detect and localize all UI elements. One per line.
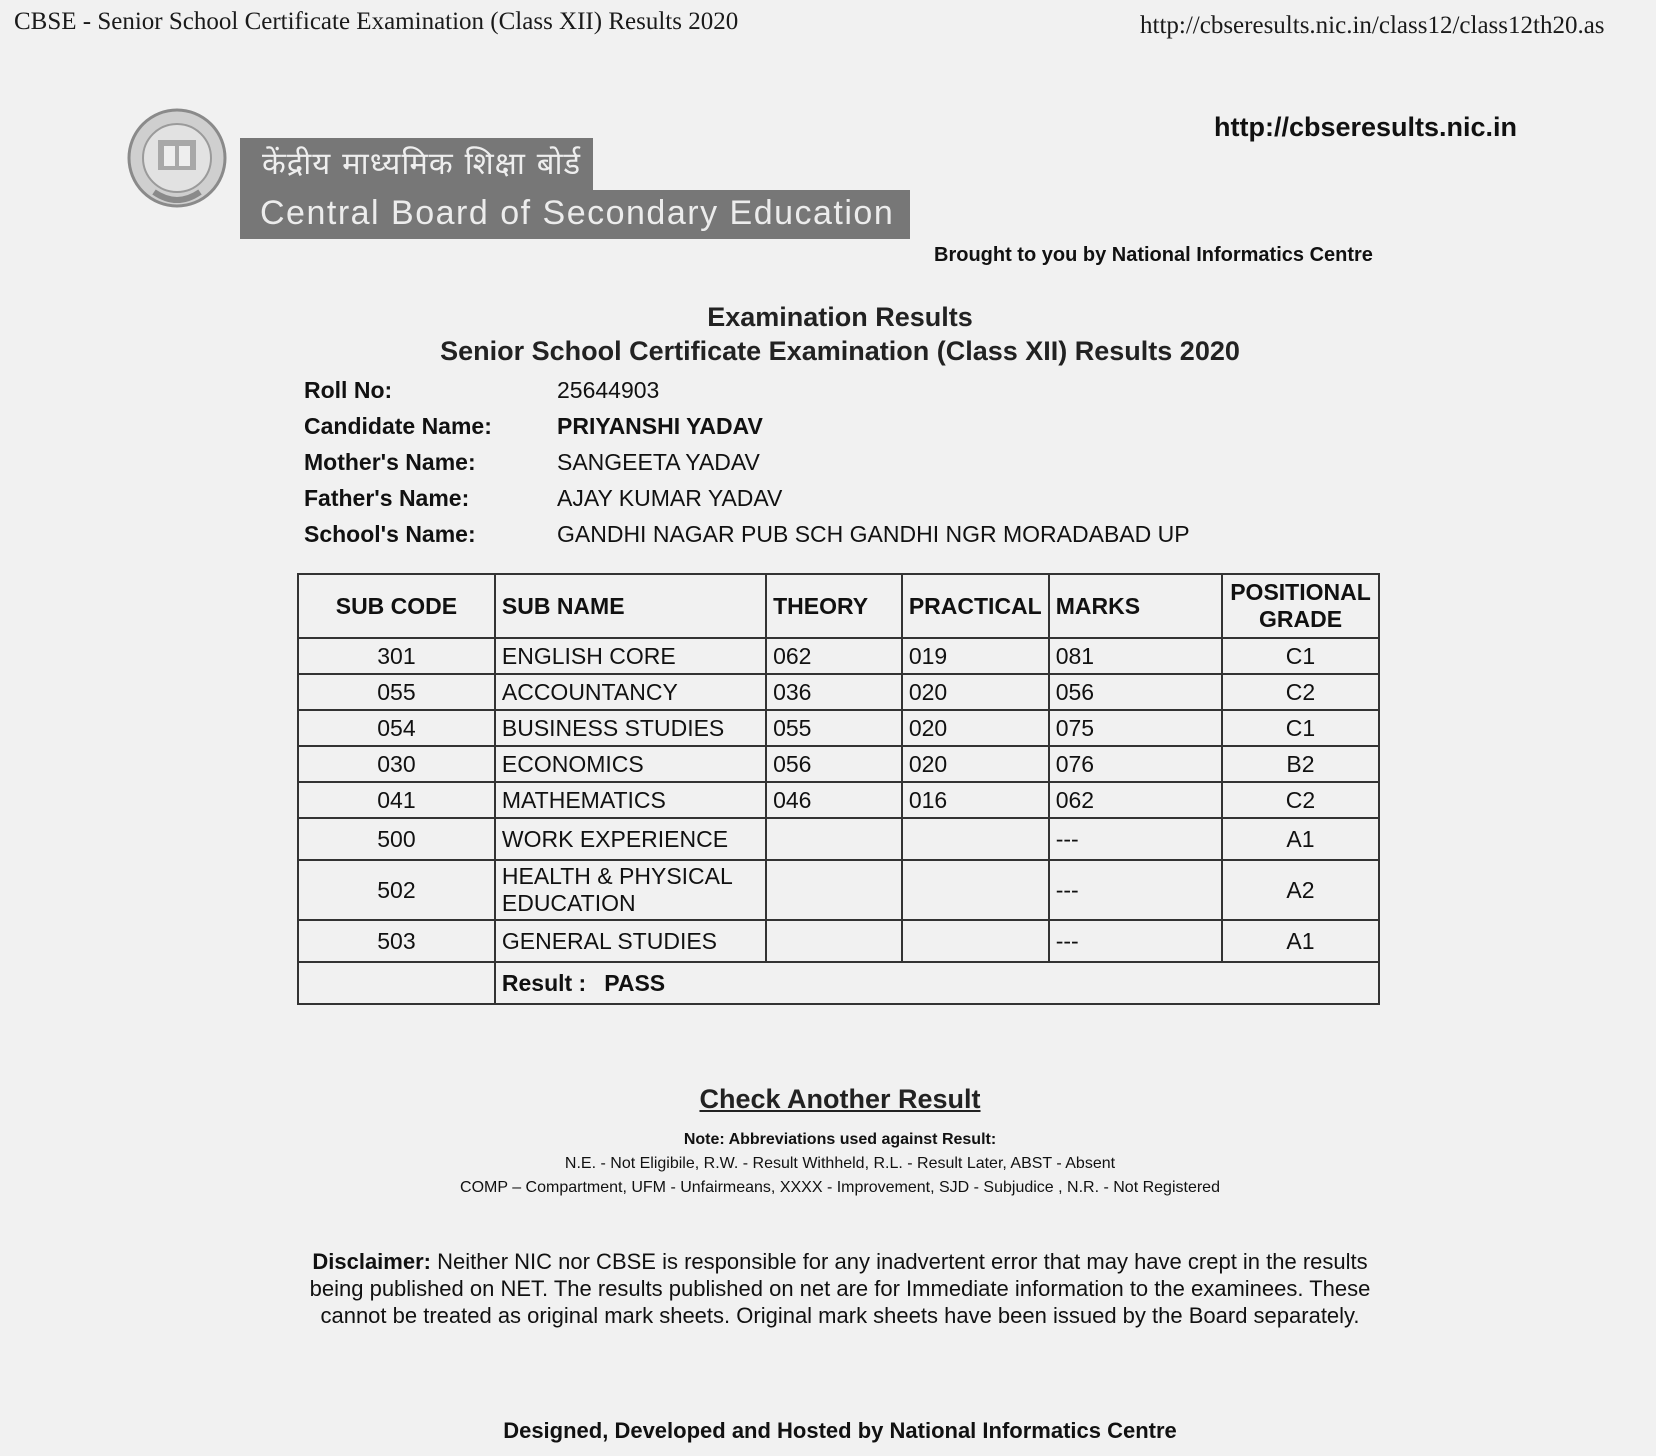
grade-cell: C1 bbox=[1222, 638, 1379, 674]
theory-cell bbox=[766, 920, 902, 962]
result-empty-cell bbox=[298, 962, 495, 1004]
print-page-title: CBSE - Senior School Certificate Examination (Class XII) Results 2020 bbox=[14, 8, 739, 35]
theory-cell: 046 bbox=[766, 782, 902, 818]
info-label: School's Name: bbox=[304, 520, 476, 547]
col-grade-line1: POSITIONAL bbox=[1230, 579, 1371, 605]
candidate-info bbox=[304, 372, 1190, 552]
sub-code-cell: 054 bbox=[298, 710, 495, 746]
info-label: Candidate Name: bbox=[304, 412, 492, 439]
sub-name-cell: GENERAL STUDIES bbox=[495, 920, 766, 962]
exam-subtitle: Senior School Certificate Examination (Class XII) Results 2020 bbox=[440, 336, 1240, 366]
marks-cell: 076 bbox=[1049, 746, 1222, 782]
sub-name-cell: ENGLISH CORE bbox=[495, 638, 766, 674]
result-cell bbox=[495, 962, 1379, 1004]
marks-cell: 081 bbox=[1049, 638, 1222, 674]
marks-cell: --- bbox=[1049, 818, 1222, 860]
sub-code-cell: 030 bbox=[298, 746, 495, 782]
cbse-banner bbox=[240, 138, 910, 239]
print-page-url: http://cbseresults.nic.in/class12/class12th20.as bbox=[1140, 12, 1605, 39]
info-value: 25644903 bbox=[557, 376, 660, 403]
theory-cell: 062 bbox=[766, 638, 902, 674]
sub-name-cell: MATHEMATICS bbox=[495, 782, 766, 818]
result-value: PASS bbox=[604, 969, 666, 996]
sub-code-cell: 041 bbox=[298, 782, 495, 818]
cbse-emblem-icon bbox=[124, 104, 230, 214]
grade-cell: C2 bbox=[1222, 782, 1379, 818]
practical-cell: 020 bbox=[902, 674, 1049, 710]
note-title: Note: Abbreviations used against Result: bbox=[683, 1131, 997, 1148]
sub-code-cell: 055 bbox=[298, 674, 495, 710]
grade-cell: A1 bbox=[1222, 818, 1379, 860]
exam-title: Examination Results bbox=[707, 302, 973, 332]
practical-cell: 019 bbox=[902, 638, 1049, 674]
col-theory: THEORY bbox=[766, 574, 902, 638]
sub-name-cell: BUSINESS STUDIES bbox=[495, 710, 766, 746]
theory-cell: 056 bbox=[766, 746, 902, 782]
info-row-father bbox=[304, 480, 1190, 516]
brought-by-text: Brought to you by National Informatics Centre bbox=[934, 244, 1373, 266]
theory-cell bbox=[766, 860, 902, 920]
result-row bbox=[298, 962, 1379, 1004]
col-grade-line2: GRADE bbox=[1258, 606, 1343, 632]
practical-cell bbox=[902, 920, 1049, 962]
sub-code-cell: 500 bbox=[298, 818, 495, 860]
theory-cell: 036 bbox=[766, 674, 902, 710]
marks-cell: --- bbox=[1049, 860, 1222, 920]
col-marks: MARKS bbox=[1049, 574, 1222, 638]
table-row bbox=[298, 860, 1379, 920]
note-line-1: N.E. - Not Eligibile, R.W. - Result Withheld, R.L. - Result Later, ABST - Absent bbox=[564, 1155, 1116, 1172]
info-row-school bbox=[304, 516, 1190, 552]
table-row bbox=[298, 818, 1379, 860]
marks-cell: 062 bbox=[1049, 782, 1222, 818]
sub-name-cell: HEALTH & PHYSICAL EDUCATION bbox=[495, 860, 766, 920]
practical-cell: 020 bbox=[902, 710, 1049, 746]
marks-cell: 075 bbox=[1049, 710, 1222, 746]
practical-cell: 020 bbox=[902, 746, 1049, 782]
table-row bbox=[298, 782, 1379, 818]
note-line-2: COMP – Compartment, UFM - Unfairmeans, XXXX - Improvement, SJD - Subjudice , N.R. - Not Registered bbox=[460, 1179, 1220, 1196]
marks-cell: 056 bbox=[1049, 674, 1222, 710]
sub-name-cell: ACCOUNTANCY bbox=[495, 674, 766, 710]
practical-cell bbox=[902, 860, 1049, 920]
info-row-candidate bbox=[304, 408, 1190, 444]
info-value: PRIYANSHI YADAV bbox=[557, 412, 763, 439]
col-sub-code: SUB CODE bbox=[298, 574, 495, 638]
grade-cell: C1 bbox=[1222, 710, 1379, 746]
info-label: Mother's Name: bbox=[304, 448, 476, 475]
table-row bbox=[298, 674, 1379, 710]
disclaimer-label: Disclaimer: bbox=[312, 1249, 431, 1274]
table-row bbox=[298, 710, 1379, 746]
marks-table bbox=[297, 573, 1380, 1005]
col-positional-grade bbox=[1222, 574, 1379, 638]
sub-code-cell: 503 bbox=[298, 920, 495, 962]
result-label: Result : bbox=[501, 969, 587, 996]
disclaimer bbox=[300, 1248, 1380, 1329]
disclaimer-text: Neither NIC nor CBSE is responsible for any inadvertent error that may have crept in the results being published on NET. The results published on net are for Immediate information to the examinees. These cannot be treated as original mark sheets. Original mark sheets have been issued by the Board separately. bbox=[309, 1249, 1371, 1328]
marks-cell: --- bbox=[1049, 920, 1222, 962]
info-label: Roll No: bbox=[304, 376, 393, 403]
info-value: GANDHI NAGAR PUB SCH GANDHI NGR MORADABAD UP bbox=[557, 520, 1190, 547]
sub-name-cell: ECONOMICS bbox=[495, 746, 766, 782]
check-another-result-link[interactable]: Check Another Result bbox=[699, 1084, 981, 1114]
info-value: SANGEETA YADAV bbox=[557, 448, 760, 475]
site-url-link[interactable]: http://cbseresults.nic.in bbox=[1214, 112, 1518, 142]
col-practical: PRACTICAL bbox=[902, 574, 1049, 638]
practical-cell bbox=[902, 818, 1049, 860]
board-name-english: Central Board of Secondary Education bbox=[240, 190, 910, 239]
sub-code-cell: 301 bbox=[298, 638, 495, 674]
sub-name-cell: WORK EXPERIENCE bbox=[495, 818, 766, 860]
info-value: AJAY KUMAR YADAV bbox=[557, 484, 783, 511]
table-row bbox=[298, 920, 1379, 962]
grade-cell: C2 bbox=[1222, 674, 1379, 710]
grade-cell: B2 bbox=[1222, 746, 1379, 782]
grade-cell: A1 bbox=[1222, 920, 1379, 962]
theory-cell bbox=[766, 818, 902, 860]
info-row-mother bbox=[304, 444, 1190, 480]
table-row bbox=[298, 746, 1379, 782]
table-row bbox=[298, 638, 1379, 674]
sub-code-cell: 502 bbox=[298, 860, 495, 920]
table-header-row bbox=[298, 574, 1379, 638]
col-sub-name: SUB NAME bbox=[495, 574, 766, 638]
info-label: Father's Name: bbox=[304, 484, 470, 511]
info-row-roll bbox=[304, 372, 1190, 408]
grade-cell: A2 bbox=[1222, 860, 1379, 920]
board-name-hindi: केंद्रीय माध्यमिक शिक्षा बोर्ड bbox=[240, 138, 593, 190]
practical-cell: 016 bbox=[902, 782, 1049, 818]
theory-cell: 055 bbox=[766, 710, 902, 746]
footer-credit: Designed, Developed and Hosted by National Informatics Centre bbox=[503, 1418, 1177, 1443]
